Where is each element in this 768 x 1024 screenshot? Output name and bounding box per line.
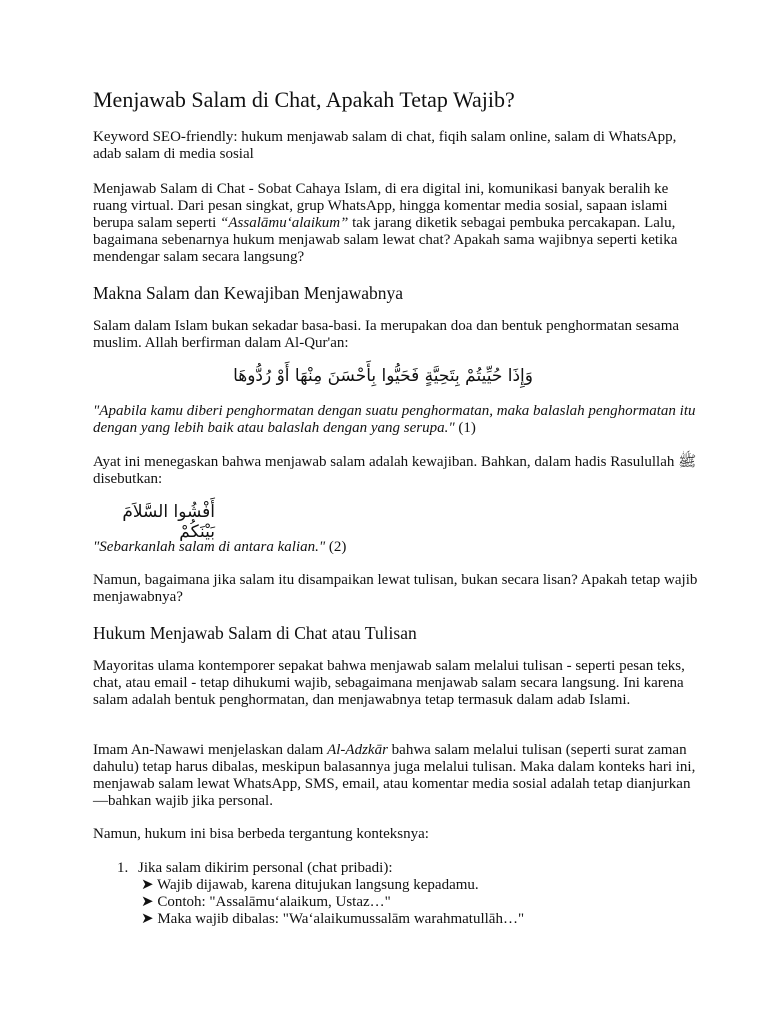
hadith-reference: (2)	[325, 539, 347, 555]
intro-text-end: tak jarang diketik sebagai pembuka percakapan. Lalu, bagaimana sebenarnya hukum menjawab salam lewat chat? Apakah sama wajibnya seperti ketika mendengar salam secara langsung?	[93, 215, 678, 265]
keyword-paragraph: Keyword SEO-friendly: hukum menjawab salam di chat, fiqih salam online, salam di WhatsApp, adab salam di media sosial	[93, 129, 677, 162]
nawawi-text-end: bahwa salam melalui tulisan (seperti surat zaman dahulu) tetap harus dibalas, meskipun balasannya juga melalui tulisan. Maka dalam konteks hari ini, menjawab salam lewat WhatsApp, SMS, email, atau komentar media sosial adalah tetap dianjurkan—bahkan wajib jika personal.	[93, 742, 696, 809]
hadith-translation	[93, 539, 703, 556]
ulama-paragraph: Mayoritas ulama kontemporer sepakat bahwa menjawab salam melalui tulisan - seperti pesan teks, chat, atau email - tetap dihukumi wajib, sebagaimana menjawab salam secara langsung. Ini karena salam adalah bentuk penghormatan, dan menjawabnya tetap termasuk dalam adab Islami.	[93, 658, 685, 708]
question-paragraph: Namun, bagaimana jika salam itu disampaikan lewat tulisan, bukan secara lisan? Apakah tetap wajib menjawabnya?	[93, 572, 698, 605]
intro-salam-italic: “Assalāmu‘alaikum”	[220, 215, 349, 231]
salam-paragraph: Salam dalam Islam bukan sekadar basa-basi. Ia merupakan doa dan bentuk penghormatan sesama muslim. Allah berfirman dalam Al-Qur'an:	[93, 318, 680, 351]
quran-translation	[93, 403, 703, 437]
list-sub-item: ➤ Contoh: "Assalāmu‘alaikum, Ustaz…"	[141, 894, 391, 910]
nawawi-text-start: Imam An-Nawawi menjelaskan dalam	[93, 742, 328, 758]
adzkar-italic: Al-Adzkār	[327, 742, 388, 758]
quran-translation-text: "Apabila kamu diberi penghormatan dengan suatu penghormatan, maka balaslah penghormatan itu dengan yang lebih baik atau balaslah dengan yang serupa."	[93, 403, 696, 436]
intro-text-start: Menjawab Salam di Chat - Sobat Cahaya Islam, di era digital ini, komunikasi banyak beralih ke ruang virtual. Dari pesan singkat, grup WhatsApp, hingga komentar media sosial, sapaan islami berupa salam seperti	[93, 181, 669, 231]
list-sub-item: ➤ Maka wajib dibalas: "Wa‘alaikumussalām warahmatullāh…"	[141, 911, 525, 927]
quran-reference: (1)	[454, 420, 476, 436]
intro-paragraph	[93, 181, 703, 266]
list-item-number: 1.	[117, 860, 129, 876]
section-heading-makna-salam: Makna Salam dan Kewajiban Menjawabnya	[93, 283, 404, 303]
nawawi-paragraph	[93, 742, 703, 810]
section-heading-hukum: Hukum Menjawab Salam di Chat atau Tulisan	[93, 623, 417, 643]
list-sub-item: ➤ Wajib dijawab, karena ditujukan langsung kepadamu.	[141, 877, 479, 893]
context-paragraph: Namun, hukum ini bisa berbeda tergantung konteksnya:	[93, 826, 429, 842]
quran-verse-arabic: وَإِذَا حُيِّيتُمْ بِتَحِيَّةٍ فَحَيُّوا بِأَحْسَنَ مِنْهَا أَوْ رُدُّوهَا	[233, 366, 533, 386]
list-item-text: Jika salam dikirim personal (chat pribadi):	[138, 860, 393, 876]
hadith-arabic: أَفْشُوا السَّلاَمَ بَيْنَكُمْ	[122, 502, 215, 542]
hadith-translation-text: "Sebarkanlah salam di antara kalian."	[93, 539, 326, 555]
hadith-intro-paragraph: Ayat ini menegaskan bahwa menjawab salam adalah kewajiban. Bahkan, dalam hadis Rasulullah ﷺ disebutkan:	[93, 454, 697, 487]
page-title: Menjawab Salam di Chat, Apakah Tetap Wajib?	[93, 87, 515, 112]
